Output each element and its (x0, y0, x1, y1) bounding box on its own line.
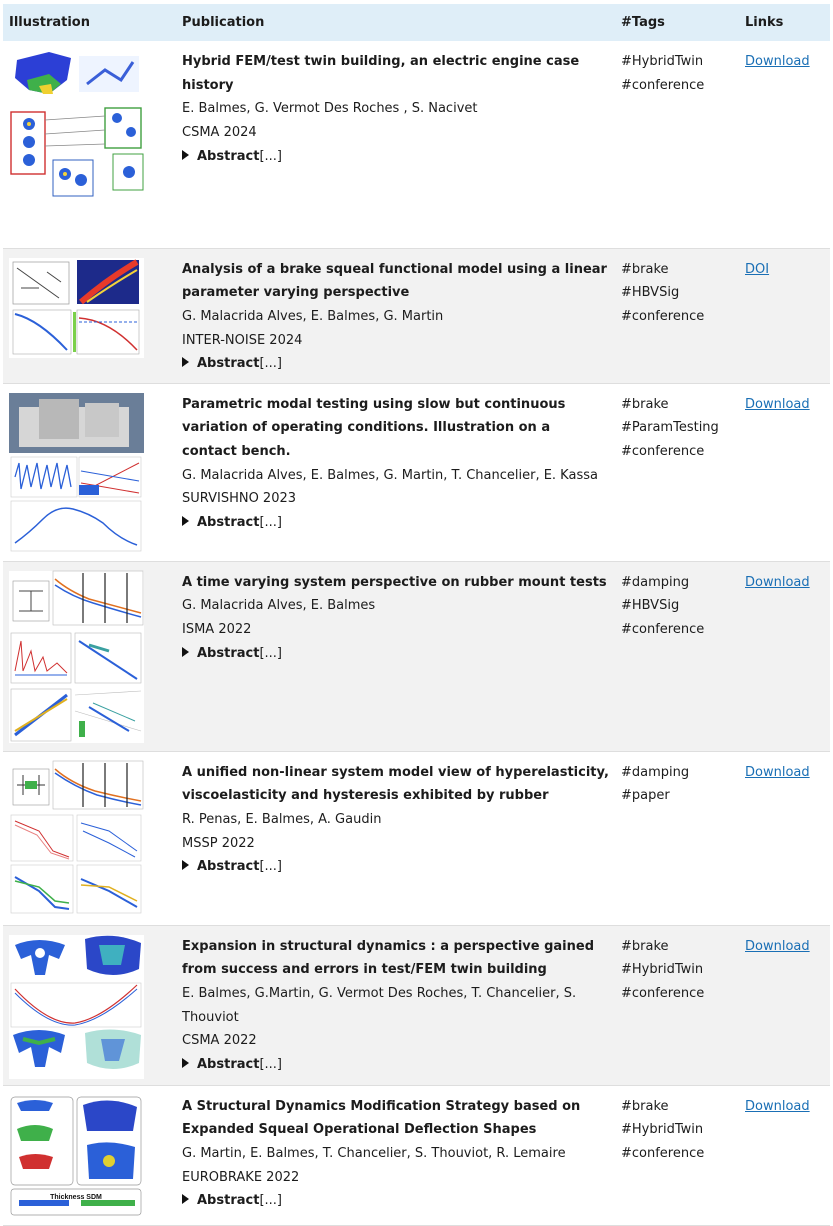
table-row (3, 248, 830, 383)
tag[interactable]: #conference (621, 443, 705, 459)
tag[interactable]: #conference (621, 77, 705, 93)
table-row (3, 41, 830, 248)
header-links: Links (745, 15, 784, 30)
publication-authors: G. Malacrida Alves, E. Balmes (182, 598, 376, 614)
table-row (3, 1085, 830, 1225)
abstract-label: Abstract (197, 645, 260, 661)
tag[interactable]: #conference (621, 1145, 705, 1161)
abstract-toggle[interactable] (182, 352, 609, 376)
abstract-toggle[interactable] (182, 642, 609, 666)
publication-title: Expansion in structural dynamics : a perspective gained from success and errors in test/FEM twin building (182, 938, 595, 978)
disclosure-triangle-icon (182, 516, 189, 526)
illustration-image[interactable] (9, 258, 144, 358)
table-header (3, 4, 830, 41)
abstract-toggle[interactable] (182, 145, 609, 169)
disclosure-triangle-icon (182, 647, 189, 657)
publication-authors: G. Malacrida Alves, E. Balmes, G. Martin (182, 308, 444, 324)
publication-title: A Structural Dynamics Modification Strategy based on Expanded Squeal Operational Deflection Shapes (182, 1098, 581, 1138)
tag[interactable]: #brake (621, 938, 669, 954)
publication-authors: G. Malacrida Alves, E. Balmes, G. Martin, T. Chancelier, E. Kassa (182, 467, 598, 483)
download-link[interactable]: Download (745, 1098, 810, 1114)
disclosure-triangle-icon (182, 1058, 189, 1068)
tag[interactable]: #ParamTesting (621, 420, 719, 436)
abstract-more: [...] (259, 645, 282, 661)
disclosure-triangle-icon (182, 150, 189, 160)
illustration-image[interactable] (9, 761, 144, 917)
table-row (3, 751, 830, 925)
abstract-label: Abstract (197, 515, 260, 531)
abstract-label: Abstract (197, 859, 260, 875)
tag[interactable]: #HybridTwin (621, 962, 704, 978)
abstract-more: [...] (259, 148, 282, 164)
abstract-label: Abstract (197, 1193, 260, 1209)
download-link[interactable]: Download (745, 396, 810, 412)
publication-authors: E. Balmes, G.Martin, G. Vermot Des Roches, T. Chancelier, S. Thouviot (182, 985, 577, 1025)
publication-venue: SURVISHNO 2023 (182, 491, 297, 507)
tag[interactable]: #conference (621, 308, 705, 324)
publication-title: A time varying system perspective on rubber mount tests (182, 574, 607, 590)
abstract-more: [...] (259, 1193, 282, 1209)
tag[interactable]: #brake (621, 396, 669, 412)
publication-title: Parametric modal testing using slow but continuous variation of operating conditions. Illustration on a contact bench. (182, 396, 566, 459)
abstract-toggle[interactable] (182, 855, 609, 879)
tag[interactable]: #damping (621, 574, 690, 590)
tag[interactable]: #conference (621, 621, 705, 637)
publication-authors: G. Martin, E. Balmes, T. Chancelier, S. Thouviot, R. Lemaire (182, 1145, 566, 1161)
publications-table (3, 4, 830, 1226)
abstract-toggle[interactable] (182, 1053, 609, 1077)
publication-title: A unified non-linear system model view of hyperelasticity, viscoelasticity and hysteresis exhibited by rubber (182, 764, 609, 804)
abstract-label: Abstract (197, 148, 260, 164)
abstract-more: [...] (259, 859, 282, 875)
abstract-more: [...] (259, 1057, 282, 1073)
tag[interactable]: #paper (621, 788, 670, 804)
table-row (3, 561, 830, 751)
tag[interactable]: #brake (621, 1098, 669, 1114)
disclosure-triangle-icon (182, 357, 189, 367)
download-link[interactable]: Download (745, 764, 810, 780)
tag[interactable]: #damping (621, 764, 690, 780)
publication-venue: INTER-NOISE 2024 (182, 332, 303, 348)
publication-venue: ISMA 2022 (182, 621, 252, 637)
download-link[interactable]: Download (745, 54, 810, 69)
publication-authors: R. Penas, E. Balmes, A. Gaudin (182, 811, 382, 827)
publication-venue: MSSP 2022 (182, 835, 255, 851)
disclosure-triangle-icon (182, 1194, 189, 1204)
illustration-image[interactable] (9, 393, 144, 553)
publication-authors: E. Balmes, G. Vermot Des Roches , S. Nacivet (182, 101, 478, 117)
abstract-more: [...] (259, 515, 282, 531)
header-illustration: Illustration (9, 15, 90, 30)
header-tags: #Tags (621, 15, 665, 30)
illustration-image[interactable] (9, 935, 144, 1079)
download-link[interactable]: Download (745, 938, 810, 954)
tag[interactable]: #brake (621, 261, 669, 277)
table-row (3, 925, 830, 1085)
header-publication: Publication (182, 15, 265, 30)
publication-venue: CSMA 2024 (182, 125, 257, 141)
abstract-toggle[interactable] (182, 1189, 609, 1213)
illustration-image[interactable] (9, 1095, 144, 1215)
publication-venue: EUROBRAKE 2022 (182, 1169, 300, 1185)
tag[interactable]: #conference (621, 985, 705, 1001)
publication-venue: CSMA 2022 (182, 1033, 257, 1049)
tag[interactable]: #HBVSig (621, 285, 680, 301)
table-row (3, 383, 830, 561)
tag[interactable]: #HybridTwin (621, 1122, 704, 1138)
abstract-more: [...] (259, 356, 282, 372)
publication-title: Analysis of a brake squeal functional model using a linear parameter varying perspective (182, 261, 607, 301)
illustration-image[interactable] (9, 50, 144, 200)
abstract-label: Abstract (197, 356, 260, 372)
illustration-image[interactable] (9, 571, 144, 743)
download-link[interactable]: Download (745, 574, 810, 590)
tag[interactable]: #HybridTwin (621, 54, 704, 69)
publication-title: Hybrid FEM/test twin building, an electric engine case history (182, 54, 580, 93)
illustration-caption: Thickness SDM (50, 1193, 102, 1201)
disclosure-triangle-icon (182, 860, 189, 870)
tag[interactable]: #HBVSig (621, 598, 680, 614)
abstract-toggle[interactable] (182, 511, 609, 535)
doi-link[interactable]: DOI (745, 261, 770, 277)
abstract-label: Abstract (197, 1057, 260, 1073)
